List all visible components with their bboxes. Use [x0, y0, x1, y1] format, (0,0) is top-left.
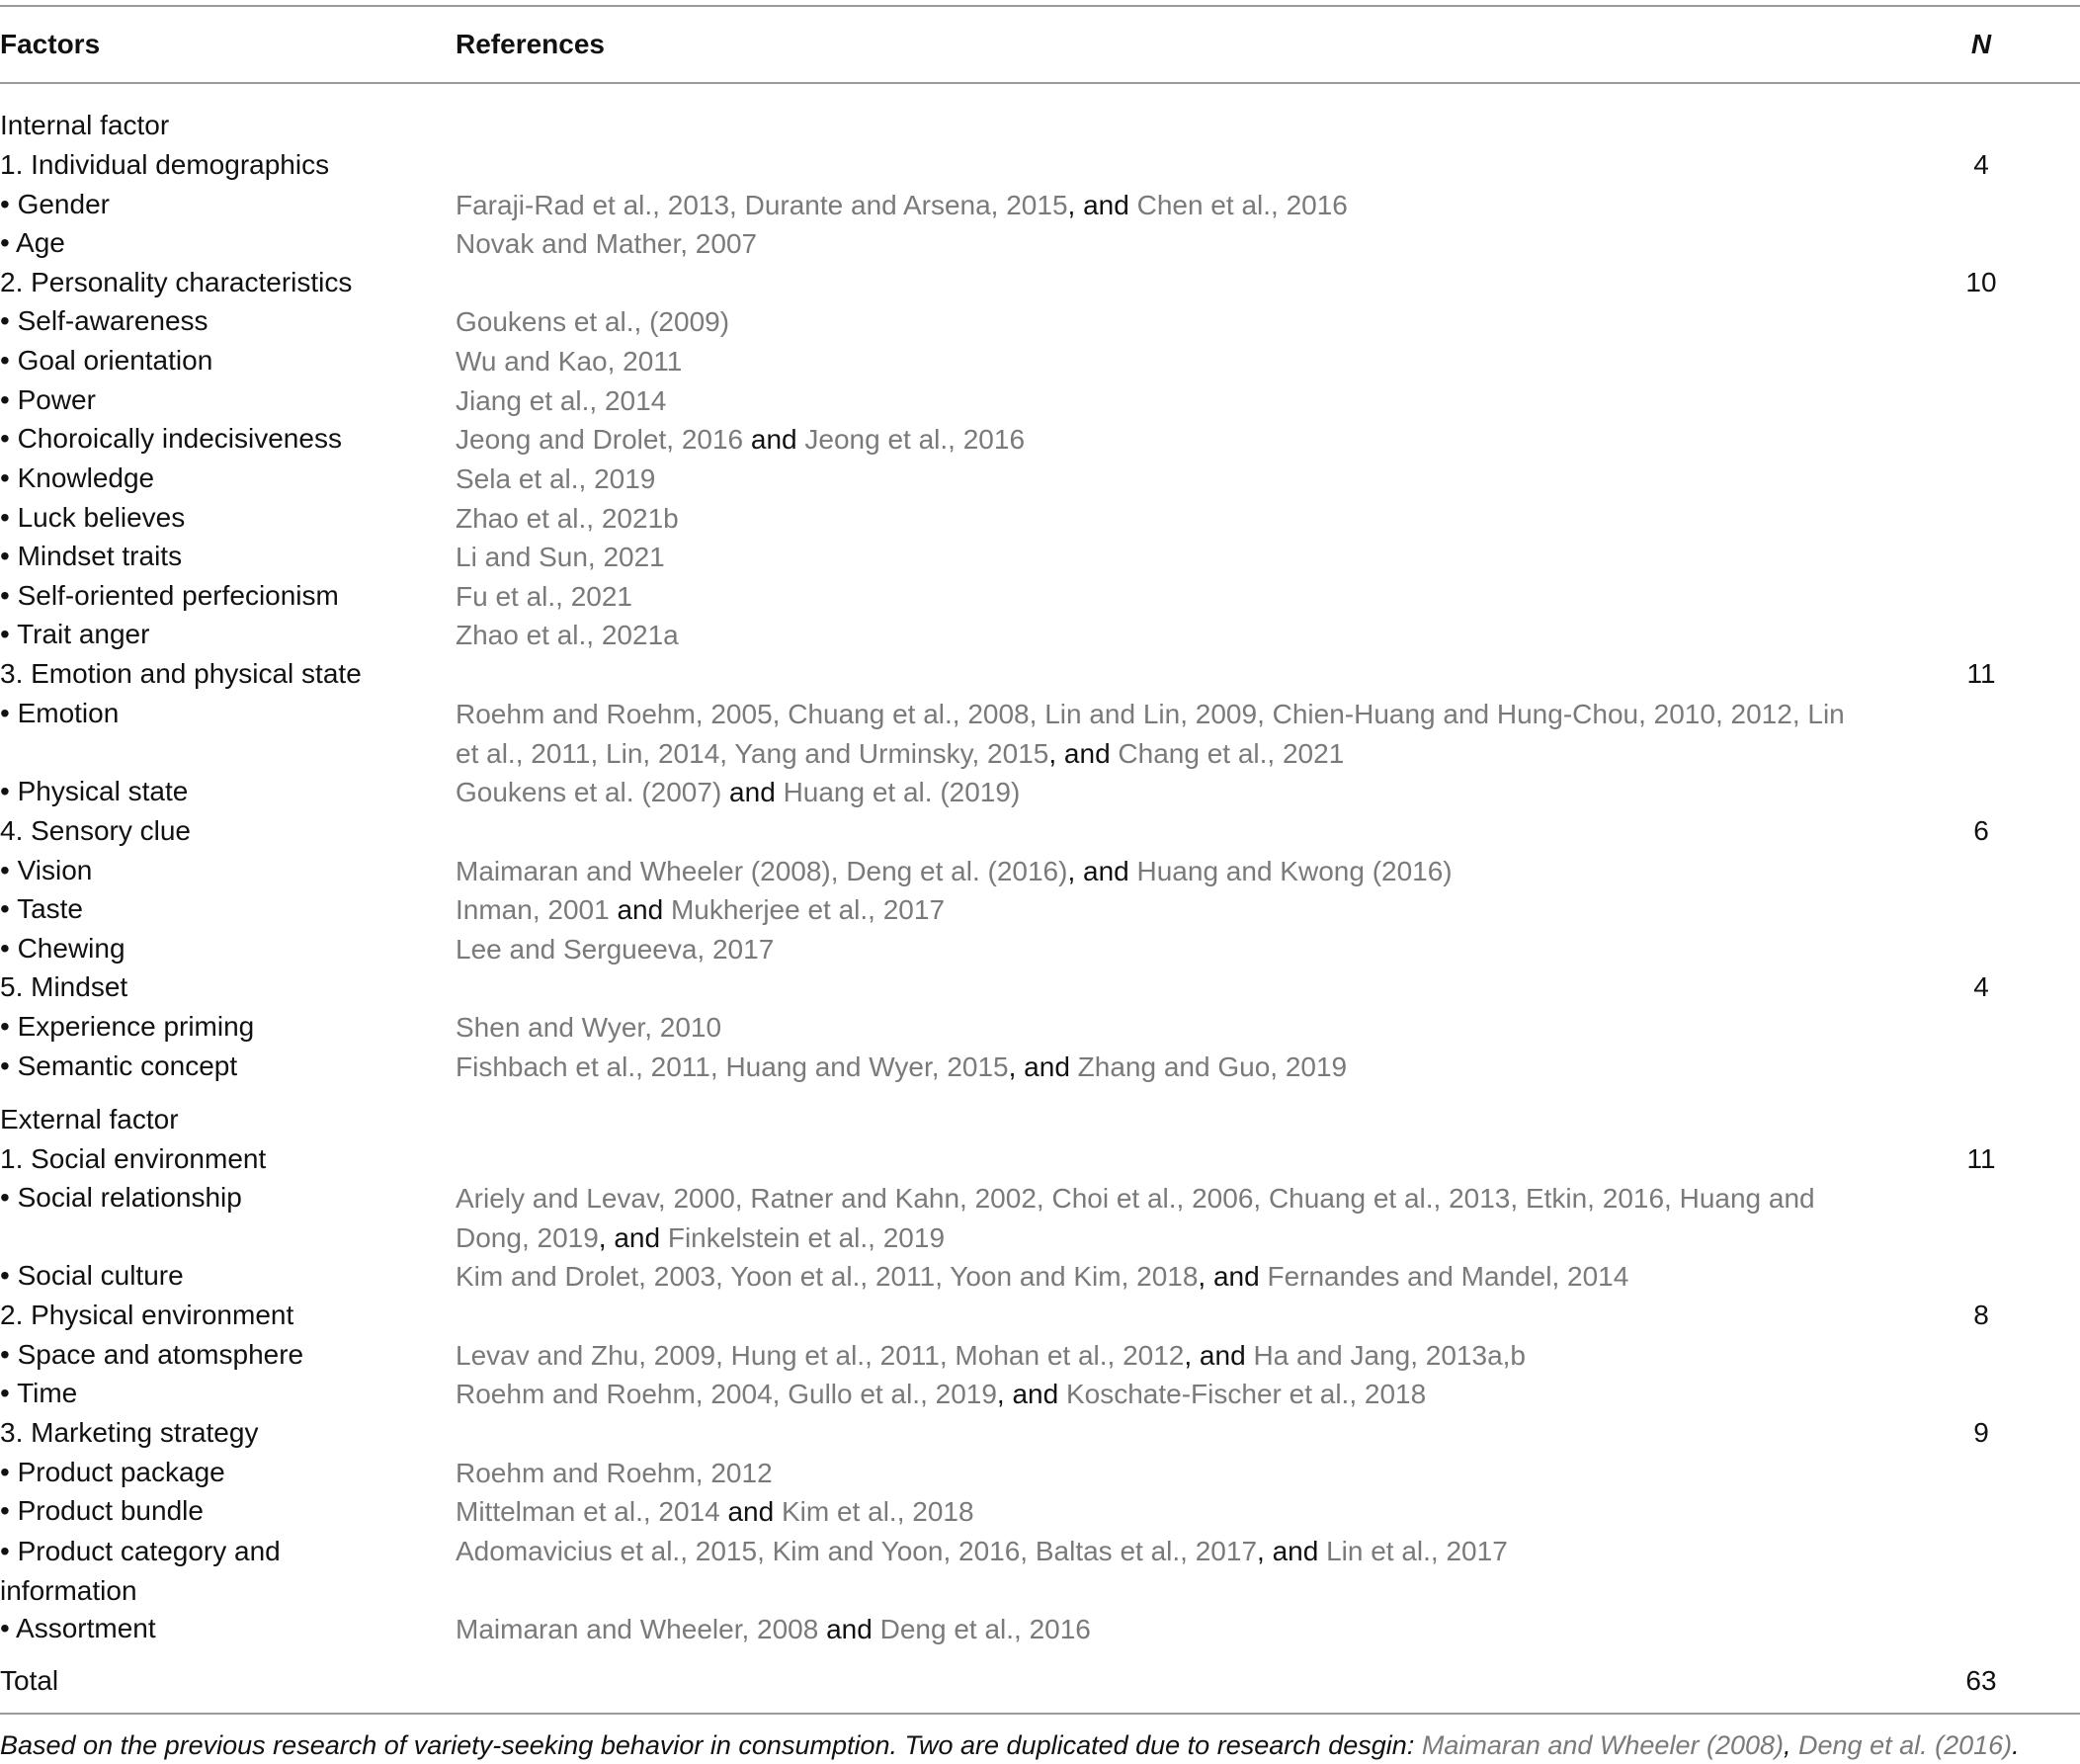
row-factor: • Space and atomsphere — [0, 1339, 304, 1370]
reference-link[interactable]: Roehm and Roehm, 2005 — [456, 699, 773, 729]
row-factor: • Power — [0, 384, 96, 415]
reference-link[interactable]: Chuang et al., 2013 — [1268, 1183, 1511, 1214]
reference-separator: , — [715, 1340, 731, 1371]
row-references — [456, 1048, 1859, 1087]
reference-connector: and — [721, 777, 784, 807]
reference-connector: and — [818, 1614, 880, 1644]
reference-separator: , — [719, 737, 735, 769]
row-factor: External factor — [0, 1104, 179, 1134]
row-references — [456, 1375, 1859, 1414]
row-references — [456, 1492, 1859, 1532]
reference-link[interactable]: Mohan et al., 2012 — [955, 1340, 1185, 1371]
column-header-references: References — [456, 29, 605, 59]
reference-link[interactable]: Maimaran and Wheeler, 2008 — [456, 1614, 819, 1644]
row-references — [456, 890, 1859, 930]
reference-separator: , — [1714, 699, 1731, 729]
reference-separator: , — [729, 190, 745, 220]
reference-connector: , and — [1067, 190, 1137, 220]
reference-link[interactable]: Sela et al., 2019 — [456, 463, 656, 494]
reference-link[interactable]: Ratner and Kahn, 2002 — [750, 1183, 1037, 1214]
row-factor: • Age — [0, 227, 65, 258]
row-factor: 2. Physical environment — [0, 1300, 294, 1330]
reference-link[interactable]: Li and Sun, 2021 — [456, 542, 665, 572]
reference-separator: , — [709, 1051, 726, 1082]
reference-link[interactable]: Huang and Dong, 2019 — [456, 1183, 1815, 1253]
table-bottom-rule — [0, 1713, 2080, 1715]
reference-separator: , — [830, 856, 847, 886]
reference-link[interactable]: Ariely and Levav, 2000 — [456, 1183, 735, 1214]
row-count: 63 — [1965, 1665, 1997, 1696]
reference-separator: , — [1257, 699, 1273, 729]
reference-link[interactable]: Wu and Kao, 2011 — [456, 346, 683, 377]
reference-link[interactable]: Gullo et al., 2019 — [788, 1379, 997, 1409]
row-factor: Total — [0, 1665, 59, 1696]
reference-link[interactable]: Kim et al., 2018 — [781, 1496, 974, 1527]
row-factor: • Gender — [0, 189, 110, 219]
row-references — [456, 616, 1859, 655]
row-references — [456, 538, 1859, 577]
column-header-n: N — [1970, 29, 1992, 59]
row-references — [456, 930, 1859, 969]
reference-link[interactable]: 2012 — [1730, 699, 1792, 729]
reference-link[interactable]: Jeong et al., 2016 — [804, 424, 1026, 455]
reference-link[interactable]: Goukens et al., (2009) — [456, 306, 730, 337]
row-references — [456, 1454, 1859, 1493]
reference-separator: , — [1253, 1183, 1269, 1214]
column-header-factors: Factors — [0, 29, 101, 59]
row-count: 10 — [1965, 267, 1997, 297]
reference-link[interactable]: Etkin, 2016 — [1525, 1183, 1665, 1214]
reference-separator: , — [772, 699, 789, 729]
reference-connector: , and — [1008, 1051, 1078, 1082]
row-references — [456, 381, 1859, 421]
reference-separator: , — [590, 737, 607, 769]
reference-connector: , and — [1184, 1340, 1254, 1371]
row-references — [456, 773, 1859, 812]
reference-link[interactable]: Jiang et al., 2014 — [456, 385, 667, 416]
reference-separator: , — [1036, 1183, 1052, 1214]
reference-connector: , and — [1067, 856, 1137, 886]
row-factor: 4. Sensory clue — [0, 815, 191, 846]
reference-connector: , and — [598, 1221, 668, 1253]
row-factor: • Product package — [0, 1457, 225, 1487]
row-references — [456, 695, 1859, 773]
row-factor: • Self-awareness — [0, 305, 208, 336]
row-factor: • Knowledge — [0, 462, 155, 493]
row-factor: 1. Social environment — [0, 1143, 267, 1174]
footnote-reference-link[interactable]: Maimaran and Wheeler (2008) — [1421, 1730, 1785, 1760]
reference-link[interactable]: Chuang et al., 2008 — [788, 699, 1030, 729]
row-factor: • Assortment — [0, 1613, 156, 1643]
reference-link[interactable]: Kim and Yoon, 2016 — [772, 1536, 1021, 1566]
reference-link[interactable]: Huang and Kwong (2016) — [1136, 856, 1453, 886]
reference-link[interactable]: Hung et al., 2011 — [730, 1340, 940, 1371]
footnote-separator: . — [2012, 1730, 2020, 1760]
row-references — [456, 1179, 1859, 1257]
reference-link[interactable]: Huang and Wyer, 2015 — [725, 1051, 1009, 1082]
reference-connector: and — [719, 1496, 782, 1527]
row-references — [456, 302, 1859, 342]
reference-connector: , and — [996, 1379, 1066, 1409]
row-count: 4 — [1973, 149, 1989, 180]
reference-link[interactable]: Koschate-Fischer et al., 2018 — [1065, 1379, 1427, 1409]
row-factor: • Luck believes — [0, 502, 186, 533]
reference-link[interactable]: Zhang and Guo, 2019 — [1077, 1051, 1348, 1082]
row-references — [456, 460, 1859, 499]
reference-link[interactable]: Finkelstein et al., 2019 — [667, 1221, 946, 1253]
reference-separator: , — [1791, 699, 1808, 729]
row-count: 6 — [1973, 815, 1989, 846]
reference-link[interactable]: Yoon et al., 2011 — [730, 1261, 936, 1292]
row-factor: • Chewing — [0, 933, 125, 964]
reference-link[interactable]: Levav and Zhu, 2009 — [456, 1340, 716, 1371]
reference-link[interactable]: Goukens et al. (2007) — [456, 777, 722, 807]
reference-link[interactable]: Kim and Drolet, 2003 — [456, 1261, 716, 1292]
footnote-text: Based on the previous research of variety-seeking behavior in consumption. Two are duplicated due to research desgin: — [0, 1730, 1422, 1760]
row-references — [456, 342, 1859, 381]
row-factor: Internal factor — [0, 110, 170, 140]
row-references — [456, 1336, 1859, 1376]
reference-link[interactable]: Baltas et al., 2017 — [1035, 1536, 1258, 1566]
row-factor: • Physical state — [0, 776, 189, 806]
row-factor: • Product category and information — [0, 1536, 281, 1606]
reference-link[interactable]: Fernandes and Mandel, 2014 — [1267, 1261, 1629, 1292]
reference-link[interactable]: Novak and Mather, 2007 — [456, 228, 758, 259]
reference-link[interactable]: Zhao et al., 2021a — [456, 620, 679, 650]
reference-link[interactable]: Zhao et al., 2021b — [456, 503, 679, 534]
reference-link[interactable]: Deng et al., 2016 — [879, 1614, 1091, 1644]
reference-link[interactable]: Lin, 2014 — [606, 737, 720, 769]
reference-connector: and — [609, 894, 671, 925]
reference-connector: , and — [1198, 1261, 1268, 1292]
row-factor: • Goal orientation — [0, 345, 213, 376]
reference-link[interactable]: Choi et al., 2006 — [1051, 1183, 1254, 1214]
row-references — [456, 1257, 1859, 1297]
reference-link[interactable]: Roehm and Roehm, 2012 — [456, 1458, 773, 1488]
reference-link[interactable]: Inman, 2001 — [456, 894, 610, 925]
reference-separator: , — [939, 1340, 956, 1371]
row-factor: • Vision — [0, 855, 93, 885]
row-count: 8 — [1973, 1300, 1989, 1330]
row-references — [456, 1532, 1859, 1571]
row-factor: 3. Emotion and physical state — [0, 658, 362, 689]
reference-link[interactable]: Jeong and Drolet, 2016 — [456, 424, 744, 455]
reference-link[interactable]: Lin and Lin, 2009 — [1044, 699, 1258, 729]
reference-separator: , — [935, 1261, 951, 1292]
reference-link[interactable]: Lin et al., 2011 — [456, 699, 1845, 769]
row-factor: • Mindset traits — [0, 541, 183, 571]
reference-separator: , — [1510, 1183, 1526, 1214]
reference-separator: , — [1029, 699, 1045, 729]
reference-link[interactable]: Maimaran and Wheeler (2008) — [456, 856, 831, 886]
row-factor: 3. Marketing strategy — [0, 1417, 259, 1448]
row-factor: • Choroically indecisiveness — [0, 423, 342, 454]
row-factor: • Social relationship — [0, 1182, 242, 1213]
footnote-references — [1422, 1730, 2020, 1760]
reference-separator: , — [1664, 1183, 1680, 1214]
reference-link[interactable]: Roehm and Roehm, 2004 — [456, 1379, 773, 1409]
reference-connector: , and — [1257, 1536, 1327, 1566]
row-references — [456, 577, 1859, 617]
reference-separator: , — [772, 1379, 789, 1409]
row-references — [456, 420, 1859, 460]
reference-link[interactable]: Lee and Sergueeva, 2017 — [456, 934, 775, 965]
reference-link[interactable]: Mukherjee et al., 2017 — [670, 894, 946, 925]
reference-connector: and — [743, 424, 805, 455]
reference-link[interactable]: Fu et al., 2021 — [456, 581, 633, 612]
reference-link[interactable]: Faraji-Rad et al., 2013 — [456, 190, 730, 220]
reference-link[interactable]: Chien-Huang and Hung-Chou, 2010 — [1272, 699, 1715, 729]
table-footnote — [0, 1727, 2020, 1763]
footnote-separator: , — [1784, 1730, 1799, 1760]
reference-link[interactable]: Yang and Urminsky, 2015 — [734, 737, 1049, 769]
row-factor: • Time — [0, 1378, 78, 1408]
footnote-reference-link[interactable]: Deng et al. (2016) — [1798, 1730, 2013, 1760]
reference-link[interactable]: Deng et al. (2016) — [846, 856, 1068, 886]
reference-link[interactable]: Adomavicius et al., 2015 — [456, 1536, 758, 1566]
reference-separator: , — [734, 1183, 751, 1214]
row-factor: 5. Mindset — [0, 971, 128, 1002]
row-count: 9 — [1973, 1417, 1989, 1448]
reference-link[interactable]: Ha and Jang, 2013a,b — [1253, 1340, 1526, 1371]
row-count: 11 — [1966, 658, 1996, 689]
reference-separator: , — [1020, 1536, 1036, 1566]
reference-link[interactable]: Yoon and Kim, 2018 — [950, 1261, 1199, 1292]
reference-link[interactable]: Shen and Wyer, 2010 — [456, 1012, 722, 1043]
row-references — [456, 499, 1859, 539]
reference-link[interactable]: Huang et al. (2019) — [783, 777, 1021, 807]
row-count: 11 — [1966, 1143, 1996, 1174]
row-factor: • Product bundle — [0, 1495, 204, 1526]
row-references — [456, 224, 1859, 264]
reference-separator: , — [757, 1536, 773, 1566]
reference-link[interactable]: Chang et al., 2021 — [1118, 737, 1345, 769]
reference-link[interactable]: Fishbach et al., 2011 — [456, 1051, 710, 1082]
row-references — [456, 1610, 1859, 1649]
row-factor: • Semantic concept — [0, 1050, 238, 1081]
reference-link[interactable]: Lin et al., 2017 — [1326, 1536, 1508, 1566]
row-references — [456, 852, 1859, 891]
row-factor: 2. Personality characteristics — [0, 267, 353, 297]
row-factor: • Social culture — [0, 1260, 184, 1291]
row-factor: • Self-oriented perfecionism — [0, 580, 339, 611]
row-factor: • Experience priming — [0, 1011, 255, 1042]
reference-link[interactable]: Durante and Arsena, 2015 — [744, 190, 1068, 220]
reference-separator: , — [715, 1261, 731, 1292]
reference-connector: , and — [1048, 737, 1119, 769]
row-factor: 1. Individual demographics — [0, 149, 330, 180]
reference-link[interactable]: Mittelman et al., 2014 — [456, 1496, 720, 1527]
reference-link[interactable]: Chen et al., 2016 — [1136, 190, 1348, 220]
row-references — [456, 1008, 1859, 1048]
row-factor: • Taste — [0, 893, 83, 924]
row-factor: • Trait anger — [0, 619, 150, 649]
row-references — [456, 186, 1859, 225]
row-count: 4 — [1973, 971, 1989, 1002]
row-factor: • Emotion — [0, 698, 120, 728]
